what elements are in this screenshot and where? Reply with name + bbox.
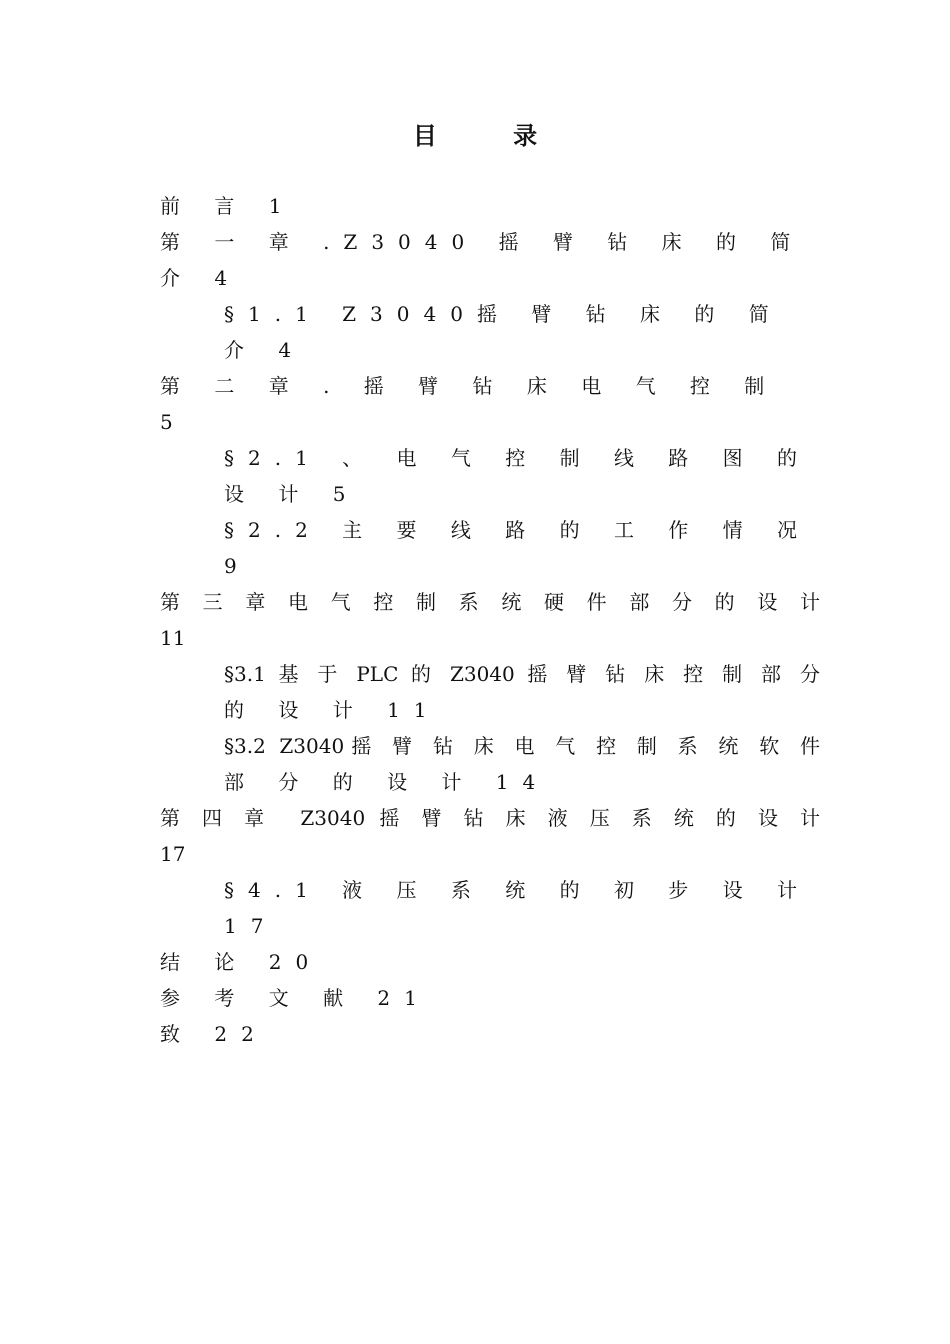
toc-entry-chapter-3[interactable] [160,584,820,656]
toc-entry-chapter-2[interactable]: 第 二 章 . 摇 臂 钻 床 电 气 控 制 5 [160,374,799,434]
toc-entry-line: 的 设 计 11 [224,698,441,722]
toc-entry-section-3-1[interactable] [160,656,820,728]
toc-entry-acknowledgements[interactable]: 致 22 [160,1022,268,1046]
toc-entry-line: 部 分 的 设 计 14 [224,770,550,794]
toc-entry-line: 第 三 章 电 气 控 制 系 统 硬 件 部 分 的 设 计 [160,590,820,614]
toc-entry-preface[interactable]: 前 言 1 [160,194,296,218]
toc-entry-section-1-1[interactable]: §1.1 Z3040摇 臂 钻 床 的 简 介 4 [224,302,804,362]
toc-entry-line: 第 四 章 Z3040 摇 臂 钻 床 液 压 系 统 的 设 计 [160,806,820,830]
table-of-contents [160,188,832,1052]
toc-entry-chapter-1[interactable]: 第 一 章 .Z3040 摇 臂 钻 床 的 简 介 4 [160,230,825,290]
toc-title: 目 录 [412,121,572,150]
toc-entry-line: §3.1 基 于 PLC 的 Z3040 摇 臂 钻 床 控 制 部 分 [224,662,820,686]
toc-entry-conclusion[interactable]: 结 论 20 [160,950,323,974]
toc-entry-section-2-2[interactable]: §2.2 主 要 线 路 的 工 作 情 况 9 [224,518,832,578]
toc-entry-section-2-1[interactable]: §2.1 、 电 气 控 制 线 路 图 的 设 计 5 [224,446,832,506]
toc-entry-page: 11 [160,626,186,650]
toc-entry-line: §3.2 Z3040摇 臂 钻 床 电 气 控 制 系 统 软 件 [224,734,820,758]
toc-entry-references[interactable]: 参 考 文 献 21 [160,986,431,1010]
toc-entry-page: 17 [160,842,186,866]
toc-entry-section-4-1[interactable]: §4.1 液 压 系 统 的 初 步 设 计 17 [224,878,832,938]
toc-entry-section-3-2[interactable] [160,728,820,800]
toc-entry-chapter-4[interactable] [160,800,820,872]
